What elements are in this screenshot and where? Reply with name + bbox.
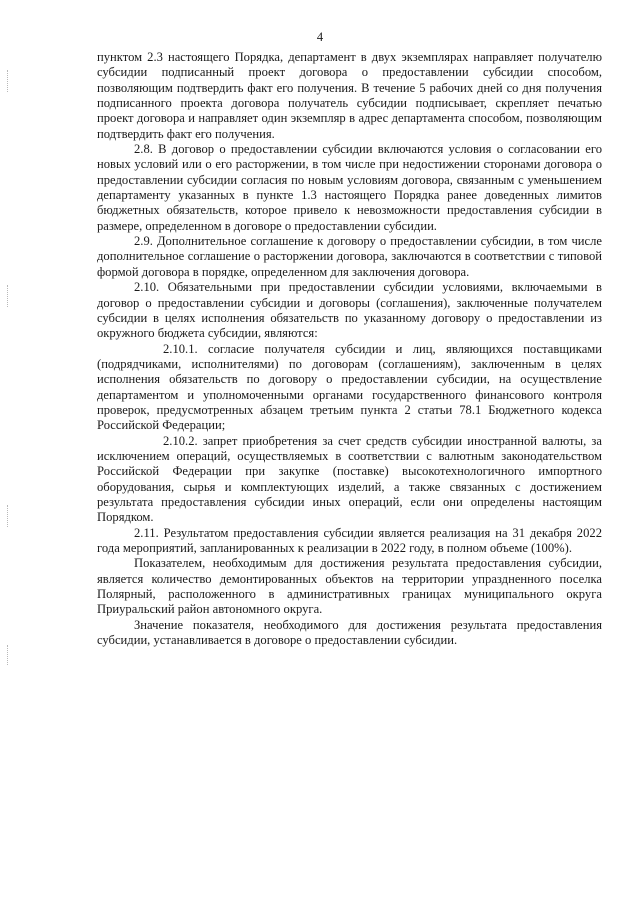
binding-mark (7, 285, 9, 307)
paragraph-indicator-value: Значение показателя, необходимого для достижения результата предоставления субсидии, устанавливается в договоре о предоставлении субсидии. (97, 617, 602, 648)
paragraph-2-10-1: 2.10.1. согласие получателя субсидии и лиц, являющихся поставщиками (подрядчиками, исполнителями) по договорам (соглашениям), заключенным в целях исполнения обязательств по договору о предоставлении субсидии, на осуществление департаментом и уполномоченными органами государственного финансового контроля проверок, предусмотренных абзацем третьим пункта 2 статьи 78.1 Бюджетного кодекса Российской Федерации; (97, 341, 602, 433)
paragraph-indicator: Показателем, необходимым для достижения результата предоставления субсидии, является количество демонтированных объектов на территории упраздненного поселка Полярный, расположенного в административных границах муниципального округа Приуральский район автономного округа. (97, 556, 602, 617)
document-body (97, 50, 602, 648)
binding-mark (7, 70, 9, 92)
paragraph-2-9: 2.9. Дополнительное соглашение к договору о предоставлении субсидии, в том числе дополнительное соглашение о расторжении договора, заключаются в соответствии с типовой формой договора в порядке, определенном для заключения договора. (97, 234, 602, 279)
binding-mark (7, 645, 9, 665)
paragraph-2-11: 2.11. Результатом предоставления субсидии является реализация на 31 декабря 2022 года мероприятий, запланированных к реализации в 2022 году, в полном объеме (100%). (97, 525, 602, 555)
binding-mark (7, 505, 9, 527)
paragraph-2-10: 2.10. Обязательными при предоставлении субсидии условиями, включаемыми в договор о предоставлении субсидии и договоры (соглашения), заключенные получателем субсидии в целях исполнения обязательств по указанному договору о предоставлении из окружного бюджета субсидии, являются: (97, 280, 602, 341)
paragraph-2-10-2: 2.10.2. запрет приобретения за счет средств субсидии иностранной валюты, за исключением операций, осуществляемых в соответствии с валютным законодательством Российской Федерации при закупке (поставке) высокотехнологичного импортного оборудования, сырья и комплектующих изделий, а также связанных с достижением результата предоставления субсидии иных операций, если они определены настоящим Порядком. (97, 433, 602, 525)
paragraph-2-8: 2.8. В договор о предоставлении субсидии включаются условия о согласовании его новых условий или о его расторжении, в том числе при недостижении сторонами договора о предоставлении субсидии согласия по новым условиям договора, связанным с уменьшением департаменту указанных в пункте 1.3 настоящего Порядка ранее доведенных лимитов бюджетных обязательств, которое привело к невозможности предоставления субсидии в размере, определенном в договоре о предоставлении субсидии. (97, 142, 602, 233)
paragraph-2-7-continued: пунктом 2.3 настоящего Порядка, департамент в двух экземплярах направляет получателю субсидии подписанный проект договора о предоставлении субсидии способом, позволяющим подтвердить факт его получения. В течение 5 рабочих дней со дня получения подписанного проекта договора получатель субсидии подписывает, скрепляет печатью проект договора и направляет один экземпляр в адрес департамента способом, позволяющим подтвердить факт его получения. (97, 50, 602, 141)
page-number: 4 (316, 30, 324, 44)
